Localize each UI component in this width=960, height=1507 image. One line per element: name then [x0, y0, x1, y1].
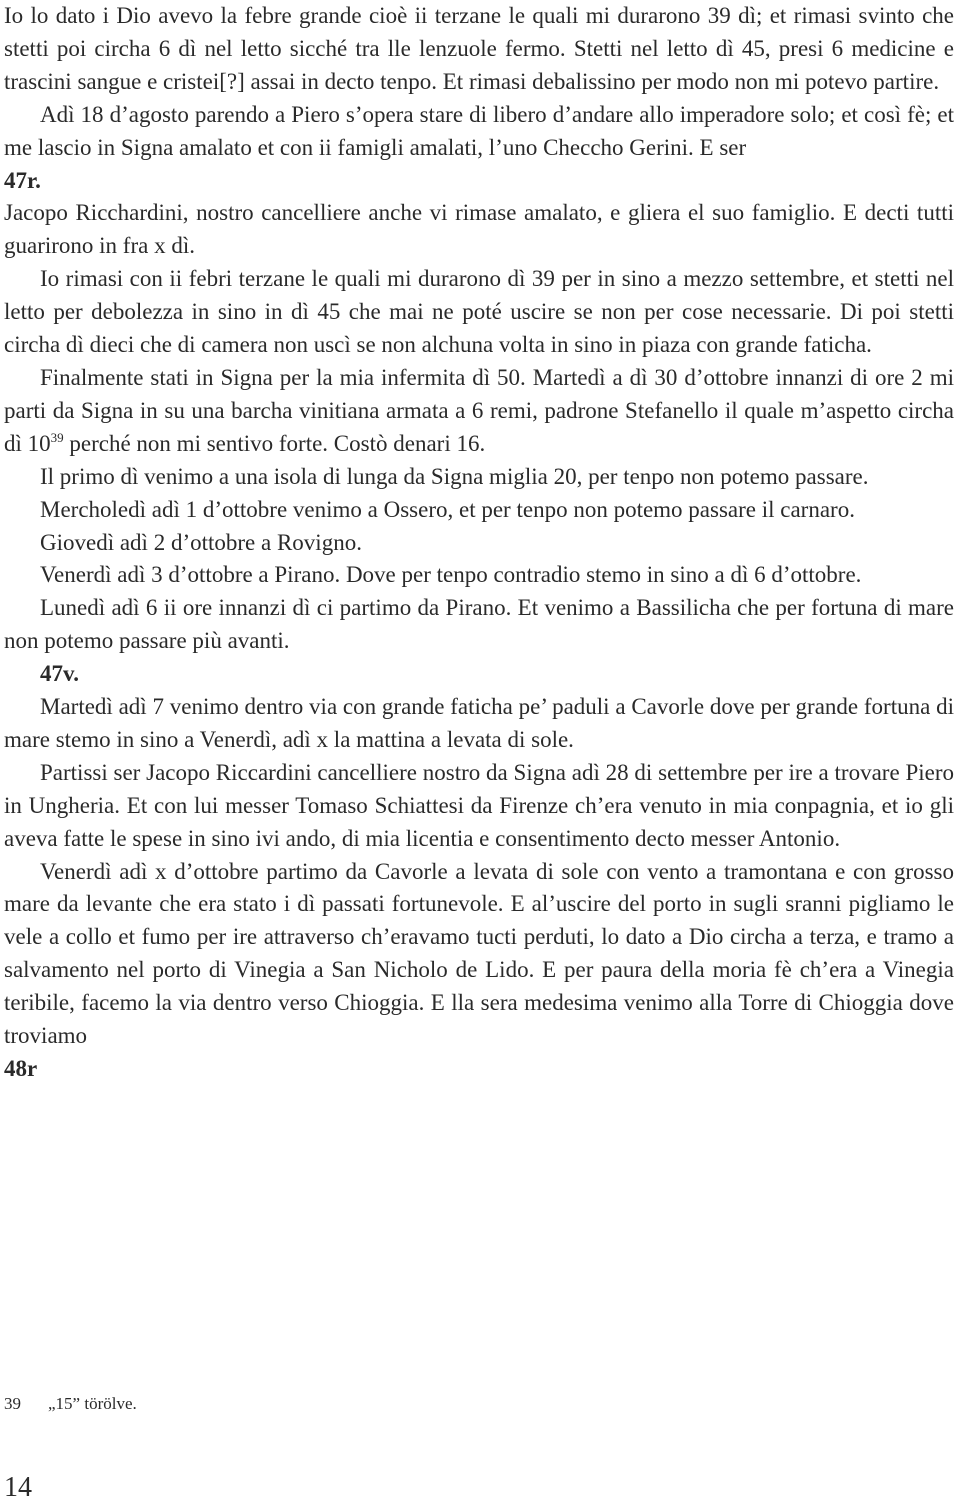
document-page — [4, 0, 954, 1086]
paragraph: Lunedì adì 6 ii ore innanzi dì ci partimo da Pirano. Et venimo a Bassilicha che per fortuna di mare non potemo passare più avanti. — [4, 595, 954, 654]
folio-marker: 47v. — [40, 661, 79, 687]
paragraph: Martedì adì 7 venimo dentro via con grande faticha pe’ paduli a Cavorle dove per grande fortuna di mare stemo in sino a Venerdì, adì x la mattina a levata di sole. — [4, 694, 954, 752]
paragraph: Il primo dì venimo a una isola di lunga da Signa miglia 20, per tenpo non potemo passare. — [40, 463, 869, 489]
paragraph: Io rimasi con ii febri terzane le quali mi durarono dì 39 per in sino a mezzo settembre, et stetti nel letto per debolezza in sino in dì 45 che mai ne poté uscire se non per cose necessarie. Di poi stetti circha dì dieci che di camera non uscì se non alchuna volta in sino in piaza con grande faticha. — [4, 266, 954, 358]
paragraph-with-note — [4, 362, 954, 461]
footnote — [4, 1392, 137, 1416]
folio-marker: 47r. — [4, 167, 41, 193]
paragraph: Partissi ser Jacopo Riccardini cancelliere nostro da Signa adì 28 di settembre per ire a trovare Piero in Ungheria. Et con lui messer Tomaso Schiattesi da Firenze ch’era venuto in mia conpagnia, et io gli aveva fatte le spese in sino ivi ando, di mia licentia e consentimento decto messer Antonio. — [4, 759, 954, 851]
page-number: 14 — [4, 1472, 32, 1503]
folio-marker: 48r — [4, 1056, 38, 1081]
paragraph: Giovedì adì 2 d’ottobre a Rovigno. — [40, 529, 362, 555]
paragraph: Mercholedì adì 1 d’ottobre venimo a Ossero, et per tenpo non potemo passare il carnaro. — [40, 496, 855, 522]
paragraph-text: Finalmente stati in Signa per la mia infermita dì 50. Martedì a dì 30 d’ottobre innanzi di ore 2 mi parti da Signa in su una barcha vinitiana armata a 6 remi, padrone Stefanello il quale m’aspetto circha dì 10 — [4, 364, 954, 456]
paragraph: Venerdì adì x d’ottobre partimo da Cavorle a levata di sole con vento a tramontana e con grosso mare da levante che era stato i dì passati fortunevole. E al’uscire del porto in sugli sranni pigliamo le vele a collo et fumo per ire attraverso ch’eravamo tucti perduti, lo dato a Dio circha a terza, e tramo a salvamento nel porto di Vinegia a San Nicholo de Lido. E per paura della moria fè ch’era a Vinegia teribile, facemo la via dentro verso Chioggia. E lla sera medesima venimo alla Torre di Chioggia dove troviamo — [4, 858, 954, 1049]
paragraph: Io lo dato i Dio avevo la febre grande cioè ii terzane le quali mi durarono 39 dì; et rimasi svinto che stetti poi circha 6 dì nel letto sicché tra lle lenzuole fermo. Stetti nel letto dì 45, presi 6 medicine e trascini sangue e cristei[?] assai in decto tenpo. Et rimasi debalissino per modo non mi potevo partire. — [4, 3, 954, 94]
paragraph: Adì 18 d’agosto parendo a Piero s’opera stare di libero d’andare allo imperadore solo; et così fè; et me lascio in Signa amalato et con ii famigli amalati, l’uno Checcho Gerini. E ser — [4, 101, 954, 160]
paragraph-text: perché non mi sentivo forte. Costò denari 16. — [63, 430, 486, 456]
footnote-number: 39 — [4, 1394, 21, 1413]
footnote-reference: 39 — [50, 429, 64, 445]
paragraph: Jacopo Ricchardini, nostro cancelliere anche vi rimase amalato, e gliera el suo famiglio. E decti tutti guarirono in fra x dì. — [4, 200, 954, 259]
main-text — [4, 0, 954, 1086]
paragraph: Venerdì adì 3 d’ottobre a Pirano. Dove per tenpo contradio stemo in sino a dì 6 d’ottobre. — [40, 562, 862, 588]
footnote-text: „15” törölve. — [48, 1394, 137, 1413]
